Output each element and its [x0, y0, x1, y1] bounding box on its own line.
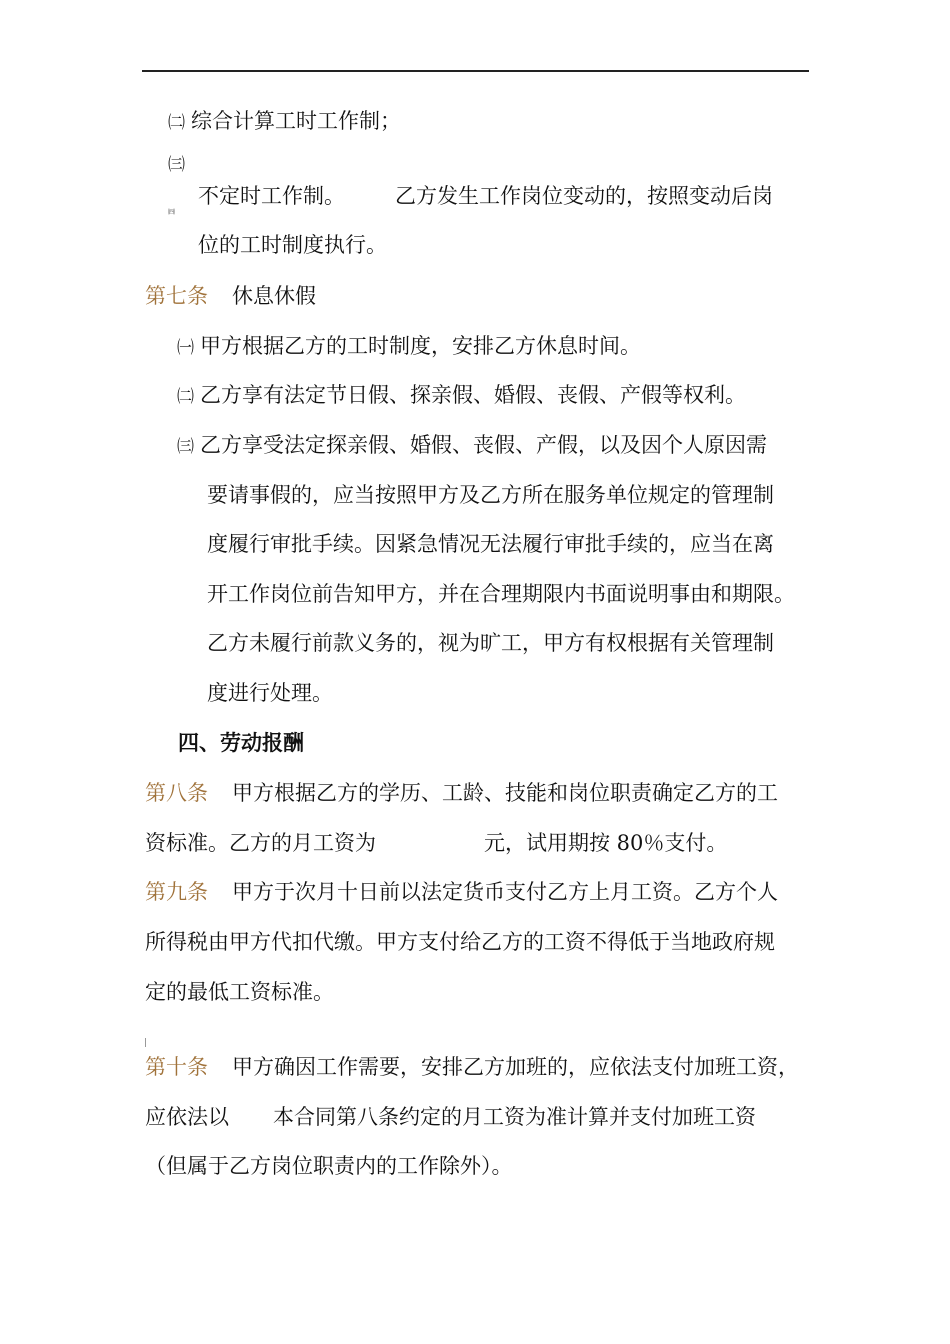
article-text: 应依法以	[145, 1105, 229, 1129]
work-hours-item-2	[168, 106, 401, 138]
work-hours-item-4-marker: ㈣	[168, 208, 175, 216]
item-marker: ㈡	[177, 387, 194, 407]
article-number: 第九条	[145, 880, 208, 904]
header-rule	[142, 70, 809, 72]
item-text: 不定时工作制。	[198, 184, 345, 208]
article-number: 第七条	[145, 284, 208, 308]
stray-mark	[145, 1038, 146, 1047]
article-number: 第八条	[145, 781, 208, 805]
article-7-item-3-line: 要请事假的，应当按照甲方及乙方所在服务单位规定的管理制	[207, 483, 774, 507]
article-text: 元，试用期按 80％支付。	[484, 831, 728, 855]
article-7-item-2	[177, 380, 746, 412]
work-hours-item-3-marker	[168, 148, 191, 180]
work-hours-item-3-line-1	[198, 181, 773, 211]
article-9-line-1	[145, 877, 778, 907]
item-text: 乙方享受法定探亲假、婚假、丧假、产假，以及因个人原因需	[200, 433, 767, 457]
article-number: 第十条	[145, 1055, 208, 1079]
item-text: 乙方发生工作岗位变动的，按照变动后岗	[395, 184, 773, 208]
article-7-heading	[145, 281, 316, 311]
section-4-title: 四、劳动报酬	[178, 730, 304, 755]
article-7-item-1	[177, 331, 641, 363]
article-9-line-3: 定的最低工资标准。	[145, 980, 334, 1004]
article-7-item-3-line: 度履行审批手续。因紧急情况无法履行审批手续的，应当在离	[207, 532, 774, 556]
article-10-line-2	[145, 1102, 756, 1132]
article-text: 甲方于次月十日前以法定货币支付乙方上月工资。乙方个人	[232, 880, 778, 904]
item-marker: ㈠	[177, 338, 194, 358]
article-text: 甲方根据乙方的学历、工龄、技能和岗位职责确定乙方的工	[232, 781, 778, 805]
article-9-line-2: 所得税由甲方代扣代缴。甲方支付给乙方的工资不得低于当地政府规	[145, 930, 775, 954]
item-marker: ㈢	[177, 437, 194, 457]
article-7-item-3-line: 度进行处理。	[207, 681, 333, 705]
item-text: 综合计算工时工作制；	[191, 109, 401, 133]
article-title: 休息休假	[232, 284, 316, 308]
item-marker: ㈢	[168, 155, 185, 175]
work-hours-item-3-line-2: 位的工时制度执行。	[198, 233, 387, 257]
article-10-line-3: （但属于乙方岗位职责内的工作除外）。	[145, 1154, 513, 1178]
item-text: 甲方根据乙方的工时制度，安排乙方休息时间。	[200, 334, 641, 358]
item-marker: ㈡	[168, 113, 185, 133]
article-text: 资标准。乙方的月工资为	[145, 831, 376, 855]
item-text: 乙方享有法定节日假、探亲假、婚假、丧假、产假等权利。	[200, 383, 746, 407]
article-10-line-1	[145, 1052, 799, 1082]
article-7-item-3-line: 乙方未履行前款义务的，视为旷工，甲方有权根据有关管理制	[207, 631, 774, 655]
article-text: 甲方确因工作需要，安排乙方加班的，应依法支付加班工资，	[232, 1055, 799, 1079]
article-8-line-2	[145, 828, 727, 858]
article-7-item-3-line: 开工作岗位前告知甲方，并在合理期限内书面说明事由和期限。	[207, 582, 795, 606]
article-text: 本合同第八条约定的月工资为准计算并支付加班工资	[273, 1105, 756, 1129]
article-7-item-3	[177, 430, 767, 462]
article-8-line-1	[145, 778, 778, 808]
